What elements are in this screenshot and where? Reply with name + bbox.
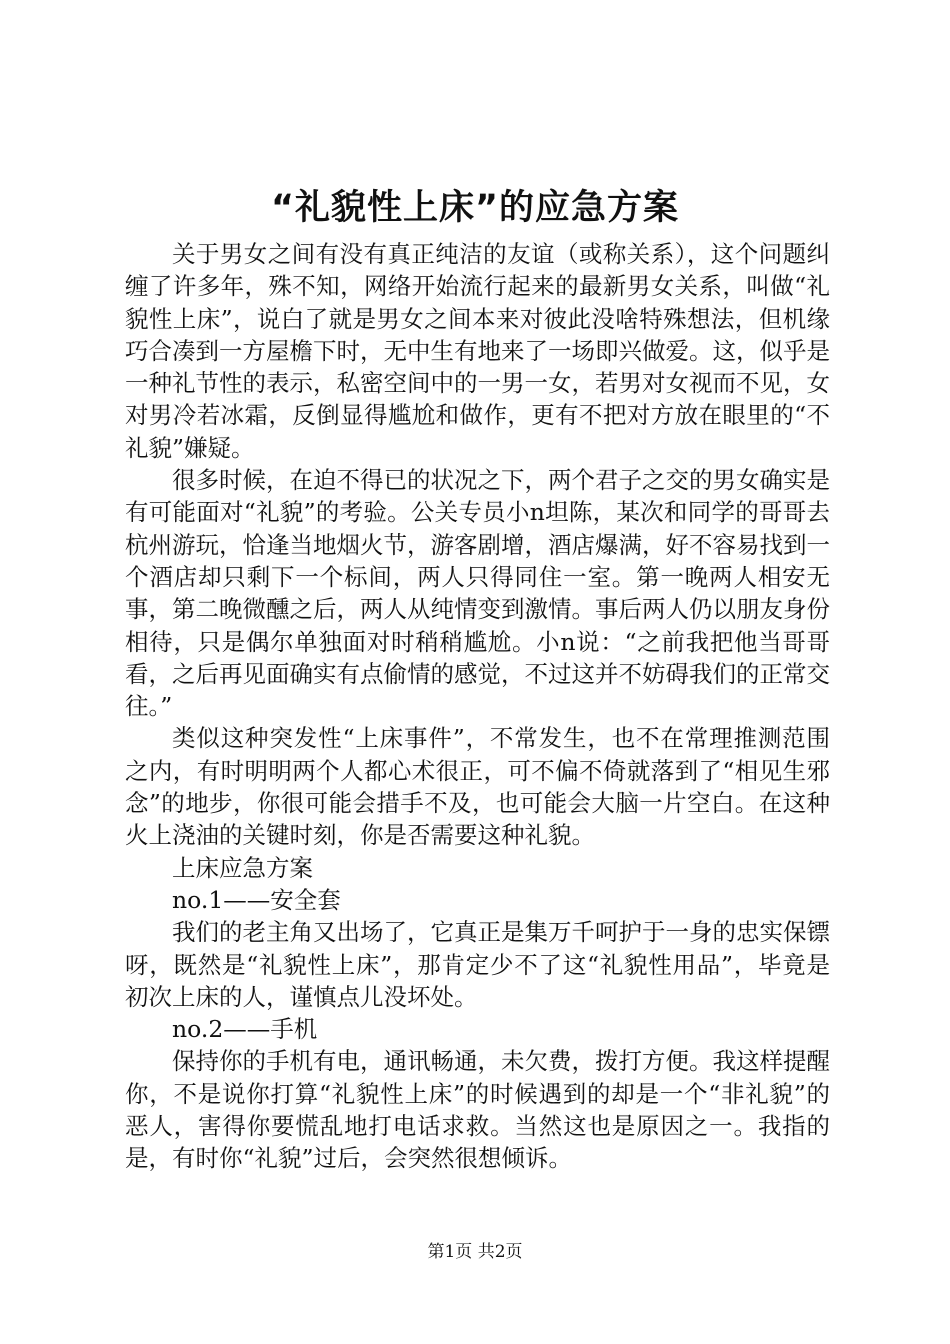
document-title: “礼貌性上床”的应急方案 bbox=[270, 188, 679, 228]
item-heading-1: no.1——安全套 bbox=[172, 885, 341, 914]
item-text-2: 保持你的手机有电，通讯畅通，未欠费，拨打方便。我这样提醒你，不是说你打算“礼貌性上床”的时候遇到的却是一个“非礼貌”的恶人，害得你要慌乱地打电话求救。当然这也是原因之一。我指的是，有时你“礼貌”过后，会突然很想倾诉。 bbox=[125, 1047, 830, 1173]
paragraph-situation: 类似这种突发性“上床事件”，不常发生，也不在常理推测范围之内，有时明明两个人都心术很正，可不偏不倚就落到了“相见生邪念”的地步，你很可能会措手不及，也可能会大脑一片空白。在这种火上浇油的关键时刻，你是否需要这种礼貌。 bbox=[125, 724, 830, 850]
document-body bbox=[125, 238, 830, 1175]
item-text-1: 我们的老主角又出场了，它真正是集万千呵护于一身的忠实保镖呀，既然是“礼貌性上床”，那肯定少不了这“礼貌性用品”，毕竟是初次上床的人，谨慎点儿没坏处。 bbox=[125, 918, 830, 1011]
section-heading: 上床应急方案 bbox=[172, 853, 313, 882]
item-heading-2: no.2——手机 bbox=[172, 1015, 318, 1044]
paragraph-intro: 关于男女之间有没有真正纯洁的友谊（或称关系），这个问题纠缠了许多年，殊不知，网络开始流行起来的最新男女关系，叫做“礼貌性上床”，说白了就是男女之间本来对彼此没啥特殊想法，但机缘巧合凑到一方屋檐下时，无中生有地来了一场即兴做爱。这，似乎是一种礼节性的表示，私密空间中的一男一女，若男对女视而不见，女对男冷若冰霜，反倒显得尴尬和做作，更有不把对方放在眼里的“不礼貌”嫌疑。 bbox=[125, 240, 830, 462]
page-footer: 第1页 共2页 bbox=[427, 1242, 523, 1262]
paragraph-story: 很多时候，在迫不得已的状况之下，两个君子之交的男女确实是有可能面对“礼貌”的考验。公关专员小n坦陈，某次和同学的哥哥去杭州游玩，恰逢当地烟火节，游客剧增，酒店爆满，好不容易找到一个酒店却只剩下一个标间，两人只得同住一室。第一晚两人相安无事，第二晚微醺之后，两人从纯情变到激情。事后两人仍以朋友身份相待，只是偶尔单独面对时稍稍尴尬。小n说：“之前我把他当哥哥看，之后再见面确实有点偷情的感觉，不过这并不妨碍我们的正常交往。” bbox=[125, 466, 830, 721]
